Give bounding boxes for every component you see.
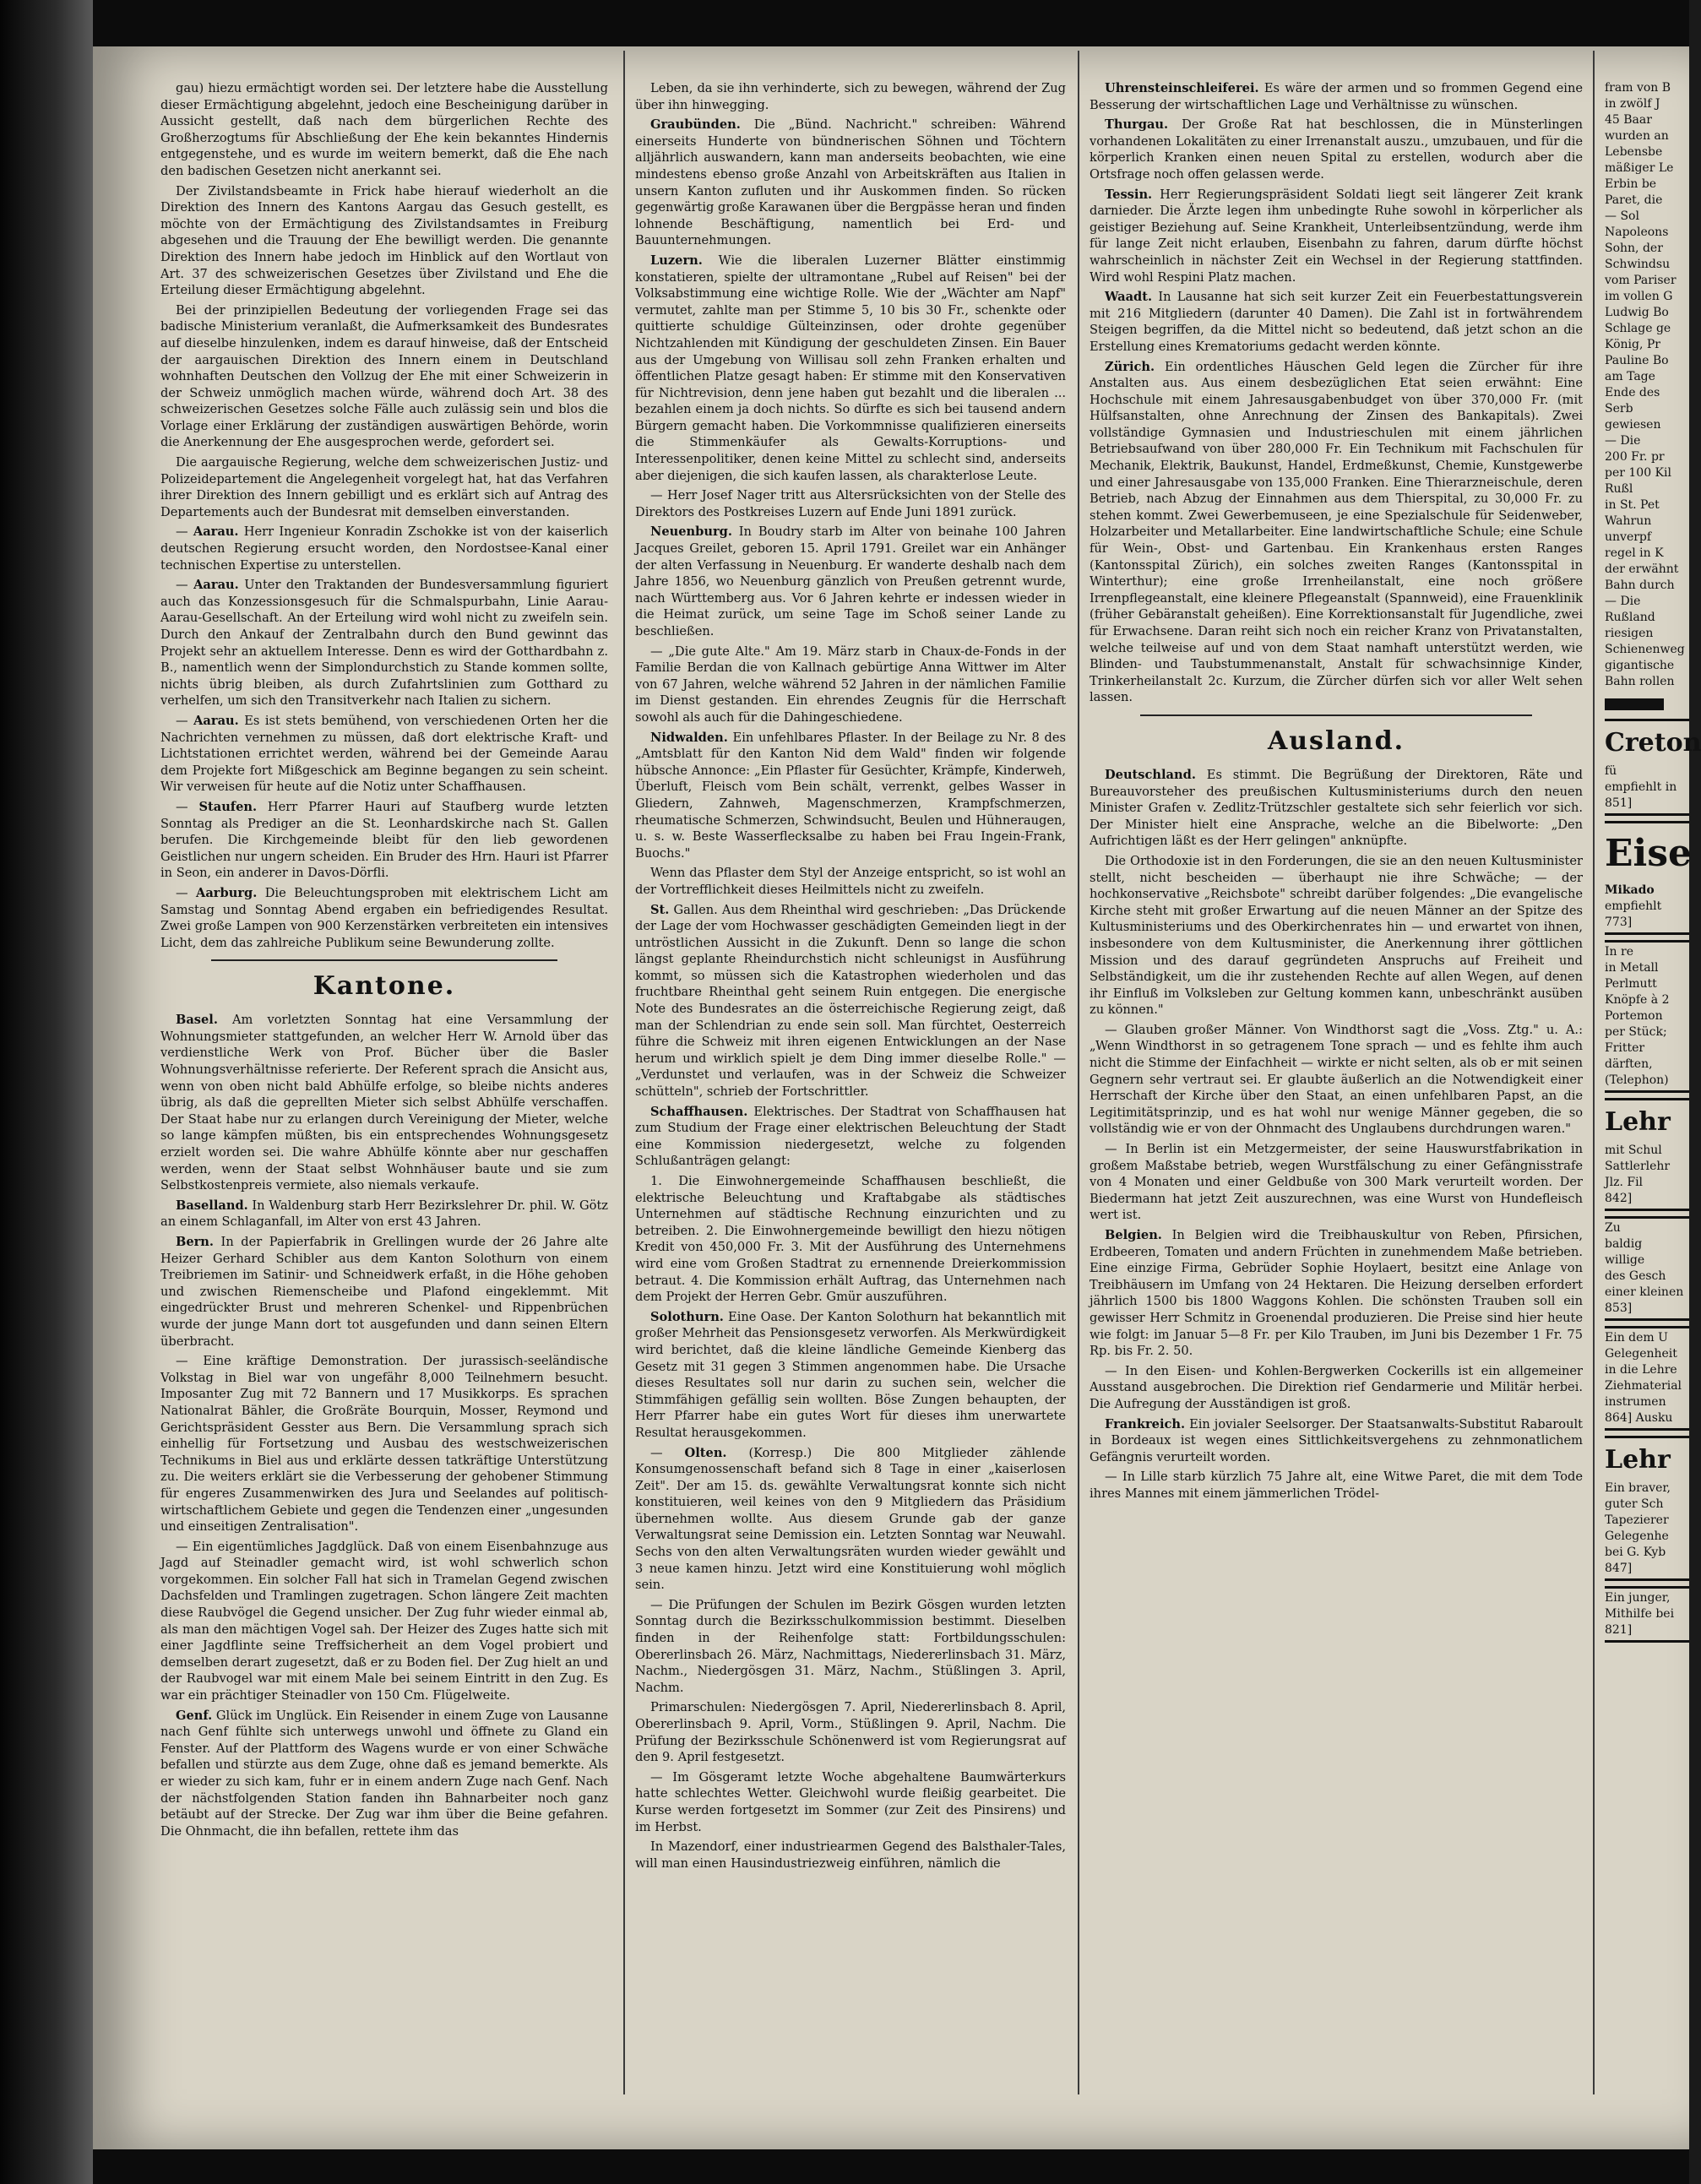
cut-off-line: mäßiger Le xyxy=(1605,161,1674,175)
ad-text: Ein dem U xyxy=(1605,1331,1668,1345)
article-paragraph: Baselland. In Waldenburg starb Herr Bezirkslehrer Dr. phil. W. Götz an einem Schlaganfall, im Alter von erst 43 Jahren. xyxy=(160,1198,608,1230)
ad-text: (Telephon) xyxy=(1605,1073,1669,1087)
ad-lehrling-2 xyxy=(1605,1436,1689,1581)
article-paragraph: Die aargauische Regierung, welche dem schweizerischen Justiz- und Polizeidepartement die Angelegenheit vorgelegt hat, hat das Verfahren ihrer Direktion des Innern gebilligt und es erklärt sich auf Antrag des Departements auch der Bundesrat mit demselben einverstanden. xyxy=(160,455,608,519)
column-2 xyxy=(635,80,1066,2141)
article-paragraph: — In Berlin ist ein Metzgermeister, der seine Hauswurstfabrikation in großem Maßstabe betrieb, wegen Wurstfälschung zu einer Gefängnisstrafe von 4 Monaten und einer Geldbuße von 300 Mark verurteilt worden. Der Biedermann hat jetzt Zeit auszurechnen, was eine Wurst von Hundefleisch wert ist. xyxy=(1090,1142,1583,1223)
ad-text: Knöpfe à 2 xyxy=(1605,993,1670,1007)
cut-off-article xyxy=(1605,80,1689,690)
cut-off-line: der erwähnt xyxy=(1605,562,1679,576)
cut-off-line: Schwindsu xyxy=(1605,258,1671,271)
cut-off-line: Schlage ge xyxy=(1605,322,1671,335)
ad-text: Zu xyxy=(1605,1221,1621,1235)
ad-lehre xyxy=(1605,1326,1689,1431)
decorative-bar xyxy=(1605,698,1664,710)
ad-text: In re xyxy=(1605,945,1633,959)
section-divider xyxy=(1140,714,1532,716)
article-paragraph: Deutschland. Es stimmt. Die Begrüßung der Direktoren, Räte und Bureauvorsteher des preußischen Kultusministeriums durch den neuen Minister Grafen v. Zedlitz-Trützschler gestaltete sich sehr feierlich vor sich. Der Minister hielt eine Ansprache, welche an die Bibelworte: „Den Aufrichtigen läßt es der Herr gelingen" anknüpfte. xyxy=(1090,767,1583,849)
cut-off-line: Sohn, der xyxy=(1605,242,1663,255)
article-paragraph: In Mazendorf, einer industriearmen Gegend des Balsthaler-Tales, will man einen Hausindustriezweig einführen, nämlich die xyxy=(635,1839,1066,1871)
cut-off-line: wurden an xyxy=(1605,129,1669,143)
article-paragraph: Zürich. Ein ordentliches Häuschen Geld legen die Zürcher für ihre Anstalten aus. Aus einem desbezüglichen Etat seien erwähnt: Eine Hochschule mit einem Jahresausgabenbudget von über 370,000 Fr. (mit Hülfsanstalten, ohne Anrechnung der Zinsen des Bankapitals). Zwei vollständige Gymnasien und Industrieschulen mit einem jährlichen Betriebsaufwand von über 280,000 Fr. Ein Technikum mit Fachschulen für Mechanik, Elektrik, Baukunst, Handel, Erdmeßkunst, Chemie, Kunstgewerbe und einer Jahresausgabe von 135,000 Franken. Eine Thierarzneischule, deren Betrieb, nach Abzug der Einnahmen aus dem Thierspital, zu 30,000 Fr. zu stehen kommt. Zwei Gewerbemuseen, je eine Spezialschule für Seidenweber, Holzarbeiter und Metallarbeiter. Eine landwirtschaftliche Schule; eine Schule für Wein-, Obst- und Gartenbau. Ein Krankenhaus ersten Ranges (Kantonsspital Zürich), ein solches zweiten Ranges (Kantonsspital in Winterthur); eine große Irrenheilanstalt, eine noch größere Irrenpflegeanstalt, eine kleinere Pflegeanstalt (Spannweid), eine Frauenklinik (früher Gebäranstalt geheißen). Eine Korrektionsanstalt für Jugendliche, zwei für Erwachsene. Daran reiht sich noch ein reicher Kranz von Privatanstalten, welche teilweise auf und von dem Staat namhaft unterstützt werden, wie Blinden- und Taubstummenanstalt, Anstalt für schwachsinnige Kinder, Trinkerheilanstalt 2c. Kurzum, die Zürcher dürfen sich vor aller Welt sehen lassen. xyxy=(1090,359,1583,705)
article-paragraph: Bei der prinzipiellen Bedeutung der vorliegenden Frage sei das badische Ministerium veranlaßt, die Aufmerksamkeit des Bundesrates auf dieselbe hinzulenken, indem es darauf hinweise, daß der Entscheid der aargauischen Direktion des Innern einem in Deutschland wohnhaften Deutschen den Vollzug der Ehe mit einer Schweizerin in der Schweiz unmöglich machen würde, während doch Art. 38 des schweizerischen Gesetzes solche Fälle auch zulässig sein und blos die Vorlage einer Erklärung der zuständigen auswärtigen Behörde, worin die Anerkennung der Ehe ausgesprochen werde, gefordert sei. xyxy=(160,302,608,450)
ad-text: in die Lehre xyxy=(1605,1363,1677,1377)
article-paragraph: Nidwalden. Ein unfehlbares Pflaster. In der Beilage zu Nr. 8 des „Amtsblatt für den Kanton Nid dem Wald" finden wir folgende hübsche Annonce: „Ein Pflaster für Gesüchter, Krämpfe, Kinderweh, Überluft, Fleisch vom Bein schält, verrenkt, gelbes Wasser in Gliedern, Zahnweh, Magenschmerzen, Krampfschmerzen, rheumatische Schmerzen, Schwindsucht, Beulen und Hühneraugen, u. s. w. Beste Wasserflecksalbe zu haben bei Frau Ingein-Frank, Buochs." xyxy=(635,730,1066,861)
ad-baldig xyxy=(1605,1216,1689,1321)
cut-off-line: — Die xyxy=(1605,434,1641,448)
article-paragraph: Graubünden. Die „Bünd. Nachricht." schreiben: Während einerseits Hunderte von bündnerischen Söhnen und Töchtern alljährlich auswandern, kann man anderseits beobachten, wie eine mindestens ebenso große Anzahl von Arbeitskräften aus Italien in unsern Kanton zufluten und ihr Auskommen finden. So rücken gegenwärtig große Karawanen über die Bergpässe heran und finden lohnende Beschäftigung, namentlich bei Erd- und Bauunternehmungen. xyxy=(635,117,1067,248)
column-1 xyxy=(160,80,608,2141)
section-divider xyxy=(211,959,557,961)
ad-text: Ziehmaterial xyxy=(1605,1379,1682,1393)
article-paragraph: Primarschulen: Niedergösgen 7. April, Niedererlinsbach 8. April, Obererlinsbach 9. April, Vorm., Stüßlingen 9. April, Nachm. Die Prüfung der Bezirksschule Schönenwerd ist vom Regierungsrat auf den 9. April festgesetzt. xyxy=(635,1700,1066,1765)
ad-text: willige xyxy=(1605,1253,1645,1267)
article-paragraph: Basel. Am vorletzten Sonntag hat eine Versammlung der Wohnungsmieter stattgefunden, an welcher Herr W. Arnold über das verdienstliche Werk von Prof. Bücher über die Basler Wohnungsverhältnisse referierte. Der Referent sprach die Ansicht aus, wenn von oben nicht bald Abhülfe erfolge, so bleibe nichts anderes übrig, als daß die geprellten Mieter sich selbst Abhülfe verschaffen. Der Staat habe nur zu erlangen durch Vereinigung der Mieter, welche so lange kämpfen müßten, bis ein entsprechendes Wohnungsgesetz erzielt worden sei. Die wahre Abhülfe könnte aber nur geschaffen werden, wenn der Staat selbst Wohnhäuser baute und sie zum Selbstkostenpreis vermiete, also niemals verkaufe. xyxy=(160,1013,608,1193)
ad-text: Fritter xyxy=(1605,1041,1645,1055)
cut-off-line: Schienenweg xyxy=(1605,643,1685,656)
article-paragraph: — Glauben großer Männer. Von Windthorst sagt die „Voss. Ztg." u. A.: „Wenn Windthorst in so getragenem Tone sprach — und es fehlte ihm auch nicht die Stimme der Einfachheit — wirkte er nicht selten, als ob er mit seinen Gegnern sehr vertraut sei. Er glaubte äußerlich an die Notwendigkeit einer Herrschaft der Kirche über den Staat, an einen unfehlbaren Papst, an die Legitimitätsprinzip, und es hat wohl nur wenige Männer gegeben, die so vollständig wie er von der Ohnmacht des Unglaubens durchdrungen waren." xyxy=(1090,1022,1583,1137)
ad-number: 773] xyxy=(1605,915,1633,929)
book-spine xyxy=(0,0,93,2184)
article-paragraph: — Aarau. Unter den Traktanden der Bundesversammlung figuriert auch das Konzessionsgesuch für die Schmalspurbahn, Linie Aarau-Aarau-Gesellschaft. An der Erteilung wird wohl nicht zu zweifeln sein. Durch den Ankauf der Zentralbahn durch den Bund gewinnt das Projekt sehr an aktuellem Interesse. Denn es wird der Gotthardbahn z. B., namentlich wenn der Simplondurchstich zu Stande kommen sollte, nichts übrig bleiben, als durch Zufahrtslinien zum Gotthard zu verhelfen, um sich den Transitverkehr nach Italien zu sichern. xyxy=(160,578,608,709)
ad-text: 821] xyxy=(1605,1623,1633,1637)
ad-text: därften, xyxy=(1605,1057,1653,1071)
ad-eisen xyxy=(1605,821,1693,935)
article-paragraph: Solothurn. Eine Oase. Der Kanton Solothurn hat bekanntlich mit großer Mehrheit das Pensionsgesetz verworfen. Als Merkwürdigkeit wird berichtet, daß die kleine ländliche Gemeinde Kienberg das Gesetz mit 31 gegen 3 Stimmen angenommen habe. Die Ursache dieses Resultates soll nur darin zu suchen sein, welcher die Stimmfähigen gefällig sein wollten. Böse Zungen behaupten, der Herr Pfarrer habe ein gutes Wort für dieses ihm unerwartete Resultat herausgekommen. xyxy=(635,1309,1066,1440)
article-paragraph: Die Orthodoxie ist in den Forderungen, die sie an den neuen Kultusminister stellt, nicht bescheiden — überhaupt nie ihre Schwäche; — der hochkonservative „Reichsbote" schreibt darüber folgendes: „Die evangelische Kirche steht mit großer Erwartung auf die neuen Männer an der Spitze des Kultusministeriums und des Oberkirchenrates hin — und erwartet von ihnen, insbesondere von dem Kultusminister, die Anerkennung ihrer göttlichen Mission und des darauf gegründeten Anspruchs auf Freiheit und Selbständigkeit, um die ihr zustehenden Rechte auf allen Wegen, auf denen ihr Einfluß im Volksleben zur Geltung kommen kann, unbeschränkt ausüben zu können." xyxy=(1090,853,1583,1018)
ad-title: Lehr xyxy=(1605,1445,1671,1475)
ad-title: Lehr xyxy=(1605,1107,1671,1137)
article-paragraph: Der Zivilstandsbeamte in Frick habe hierauf wiederholt an die Direktion des Innern des Kantons Aargau das Gesuch gestellt, es möchte von der Ermächtigung des Zivilstandsamtes in Freiburg abgesehen und die Trauung der Ehe bewilligt werden. Die genannte Direktion des Innern habe jedoch im Hinblick auf den Wortlaut von Art. 37 des schweizerischen Gesetzes über Zivilstand und Ehe die Erteilung dieser Ermächtigung abgelehnt. xyxy=(160,183,608,298)
cut-off-line: Lebensbe xyxy=(1605,145,1663,159)
article-paragraph: Wenn das Pflaster dem Styl der Anzeige entspricht, so ist wohl an der Vortrefflichkeit dieses Heilmittels nicht zu zweifeln. xyxy=(635,866,1066,897)
cut-off-line: Serb xyxy=(1605,402,1633,416)
article-paragraph: — Eine kräftige Demonstration. Der jurassisch-seeländische Volkstag in Biel war von ungefähr 8,000 Teilnehmern besucht. Imposanter Zug mit 72 Bannern und 17 Musikkorps. Es sprachen Nationalrat Bähler, die Großräte Bourquin, Mosser, Reymond und Gerichtspräsident Gesster aus Bern. Die Versammlung sprach sich einhellig für Fortsetzung und Ausbau des westschweizerischen Technikums in Biel aus und erklärte dessen tatkräftige Unterstützung zu. Die weiters erklärt sie die Verbesserung der gehobener Stimmung für engeres Zusammenwirken des Jura und Seelandes auf politisch-wirtschaftlichem Gebiete und gegen die Tendenzen einer „ungesunden und einseitigen Zentralisation". xyxy=(160,1354,608,1535)
ad-text: 853] xyxy=(1605,1301,1633,1315)
ad-knoepfe xyxy=(1605,940,1689,1093)
ad-text: Gelegenhe xyxy=(1605,1529,1669,1543)
cut-off-line: Wahrun xyxy=(1605,514,1652,528)
cut-off-line: Paret, die xyxy=(1605,193,1663,207)
cut-off-line: vom Pariser xyxy=(1605,274,1677,287)
column-3 xyxy=(1090,80,1583,2141)
cut-off-line: 45 Baar xyxy=(1605,113,1652,127)
article-paragraph: — Staufen. Herr Pfarrer Hauri auf Staufberg wurde letzten Sonntag als Prediger an die St. Leonhardskirche nach St. Gallen berufen. Die Kirchgemeinde bleibt für den lieb gewordenen Geistlichen nur ungern scheiden. Ein Bruder des Hrn. Hauri ist Pfarrer in Seon, ein anderer in Davos-Dörfli. xyxy=(160,799,609,881)
cut-off-line: Rußland xyxy=(1605,611,1655,624)
column-rule xyxy=(1593,51,1595,2094)
ad-title: Eise xyxy=(1605,832,1693,875)
article-paragraph: — Herr Josef Nager tritt aus Altersrücksichten von der Stelle des Direktors des Postkreises Luzern auf Ende Juni 1891 zurück. xyxy=(635,488,1066,519)
ad-title: Creton xyxy=(1605,728,1701,758)
ad-lehrling-1 xyxy=(1605,1098,1689,1211)
ad-text: 864] Ausku xyxy=(1605,1411,1673,1425)
article-paragraph: — Im Gösgeramt letzte Woche abgehaltene Baumwärterkurs hatte schlechtes Wetter. Gleichwohl wurde fleißig gearbeitet. Die Kurse werden fortgesetzt im Sommer (zur Zeit des Pinsirens) und im Herbst. xyxy=(635,1769,1066,1834)
ad-text: mit Schul xyxy=(1605,1144,1662,1157)
ad-text: Portemon xyxy=(1605,1009,1663,1023)
cut-off-line: unverpf xyxy=(1605,530,1652,544)
cut-off-line: Bahn durch xyxy=(1605,579,1675,592)
article-paragraph: — „Die gute Alte." Am 19. März starb in Chaux-de-Fonds in der Familie Berdan die von Kallnach gebürtige Anna Wittwer im Alter von 67 Jahren, welche während 52 Jahren in der nämlichen Familie im Dienst gestanden. Ein ehrendes Zeugnis für die Herrschaft sowohl als auch für die Dahingeschiedene. xyxy=(635,644,1066,725)
article-paragraph: Bern. In der Papierfabrik in Grellingen wurde der 26 Jahre alte Heizer Gerhard Schibler aus dem Kanton Solothurn von einem Treibriemen im Satinir- und Schneidwerk erfaßt, in die Höhe gehoben und zwischen Riemenscheibe und Plafond eingeklemmt. Mit eingedrückter Brust und mehreren Schenkel- und Rippenbrüchen wurde der junge Mann dort tot ausgefunden und dann seinen Eltern überbracht. xyxy=(160,1235,608,1349)
cut-off-line: gewiesen xyxy=(1605,418,1661,432)
cut-off-line: in St. Pet xyxy=(1605,498,1660,512)
ad-subtitle: fü xyxy=(1605,764,1617,778)
cut-off-line: 200 Fr. pr xyxy=(1605,450,1665,464)
article-paragraph: Schaffhausen. Elektrisches. Der Stadtrat von Schaffhausen hat zum Studium der Frage einer elektrischen Beleuchtung der Stadt eine Kommission niedergesetzt, welche zu folgenden Schlußanträgen gelangt: xyxy=(635,1104,1066,1169)
cut-off-line: — Die xyxy=(1605,595,1641,608)
article-paragraph: Waadt. In Lausanne hat sich seit kurzer Zeit ein Feuerbestattungsverein mit 216 Mitgliedern (darunter 40 Damen). Die Zahl ist in fortwährendem Steigen begriffen, da die Mittel nicht so bedeutend, daß jetzt schon an die Erstellung eines Krematoriums gedacht werden könnte. xyxy=(1090,290,1583,354)
ad-text: Mithilfe bei xyxy=(1605,1607,1675,1621)
cut-off-line: gigantische xyxy=(1605,659,1675,672)
ad-text: Ein junger, xyxy=(1605,1591,1671,1605)
ad-text: Sattlerlehr xyxy=(1605,1160,1671,1173)
cut-off-line: Ludwig Bo xyxy=(1605,306,1669,319)
section-title-ausland: Ausland. xyxy=(1267,725,1405,756)
column-rule xyxy=(1078,51,1079,2094)
ad-number: 851] xyxy=(1605,796,1633,810)
ad-text: Ein braver, xyxy=(1605,1481,1671,1495)
cut-off-line: regel in K xyxy=(1605,546,1664,560)
ad-text: einer kleinen xyxy=(1605,1285,1684,1299)
article-paragraph: — Die Prüfungen der Schulen im Bezirk Gösgen wurden letzten Sonntag durch die Bezirksschulkommission bestimmt. Dieselben finden in der Reihenfolge statt: Fortbildungsschulen: Obererlinsbach 26. März, Nachmittags, Niedererlinsbach 31. März, Nachm., Niedergösgen 31. März, Nachm., Stüßlingen 3. April, Nachm. xyxy=(635,1597,1066,1695)
cut-off-line: am Tage xyxy=(1605,370,1655,383)
ad-text: per Stück; xyxy=(1605,1025,1667,1039)
article-paragraph: Thurgau. Der Große Rat hat beschlossen, die in Münsterlingen vorhandenen Lokalitäten zu einer Irrenanstalt auszu., umzubauen, und für die körperlich Kranken einen neuen Spital zu erstellen, wodurch aber die Ortsfrage noch offen gelassen werde. xyxy=(1090,117,1583,182)
ad-text: 847] xyxy=(1605,1562,1633,1575)
ad-text: empfiehlt in xyxy=(1605,780,1677,794)
article-paragraph: — Aarau. Es ist stets bemühend, von verschiedenen Orten her die Nachrichten vernehmen zu müssen, daß dort elektrische Kraft- und Lichtstationen errichtet werden, während bei der Gemeinde Aarau dem Projekte fort Mißgeschick am Beginne begangen zu sein scheint. Wir verweisen für heute auf die Notiz unter Schaffhausen. xyxy=(160,713,608,795)
cut-off-line: im vollen G xyxy=(1605,290,1673,303)
ad-text: empfiehlt xyxy=(1605,899,1662,913)
cut-off-line: in zwölf J xyxy=(1605,97,1660,111)
cut-off-line: König, Pr xyxy=(1605,338,1660,351)
ad-text: Gelegenheit xyxy=(1605,1347,1677,1361)
ad-junger xyxy=(1605,1586,1689,1643)
ad-text: des Gesch xyxy=(1605,1269,1666,1283)
cut-off-line: Pauline Bo xyxy=(1605,354,1669,367)
column-rule xyxy=(623,51,625,2094)
article-paragraph: — Ein eigentümliches Jagdglück. Daß von einem Eisenbahnzuge aus Jagd auf Steinadler gemacht wird, ist wohl schwerlich schon vorgekommen. Ein solcher Fall hat sich in Tramelan Gegend zwischen Dachsfelden und Tramlingen zugetragen. Schon längere Zeit machten diese Raubvögel die Gegend unsicher. Der Zug fuhr wieder einmal ab, als man den mächtigen Vogel sah. Der Heizer des Zuges hatte sich mit einer Jagdflinte seine Treffsicherheit an dem Vogel probiert und demselben derart zugesetzt, daß er zu Boden fiel. Der Zug hielt an und der Raubvogel war mit einem Male bei seinem Eintritt in den Zug. Es war ein prächtiger Steinadler von 150 Cm. Flügelweite. xyxy=(160,1539,608,1703)
article-paragraph: Leben, da sie ihn verhinderte, sich zu bewegen, während der Zug über ihn hinwegging. xyxy=(635,81,1066,112)
ad-text: Perlmutt xyxy=(1605,977,1657,991)
article-paragraph: Luzern. Wie die liberalen Luzerner Blätter einstimmig konstatieren, spielte der ultramontane „Rubel auf Reisen" bei der Volksabstimmung eine wichtige Rolle. Wie der „Wächter am Napf" vermutet, zahlte man per Stimme 5, 10 bis 30 Fr., schenkte oder quittierte schuldige Gülteinzinsen, oder drohte gegenüber Nichtzahlenden mit Kündigung der geschuldeten Zinsen. Ein Bauer aus der Umgebung von Willisau soll zehn Franken erhalten und öffentlichen Platze gesagt haben: Er stimme mit den Konservativen für Nichtrevision, denn jene haben gut bezahlt und die liberalen ... bezahlen einem ja doch nichts. So dürfte es sich bei tausend andern Bürgern gemacht haben. Die Vorkommnisse qualifizieren einerseits die Stimmenkäufer als Gewalts-Korruptions- und Interessenpolitiker, denen keine Mittel zu schlecht sind, anderseits aber diejenigen, die sich kaufen lassen, als charakterlose Leute. xyxy=(635,253,1066,483)
article-paragraph: 1. Die Einwohnergemeinde Schaffhausen beschließt, die elektrische Beleuchtung und Kraftabgabe als städtisches Unternehmen auf städtische Rechnung einzurichten und zu betreiben. 2. Die Einwohnergemeinde bewilligt den hiezu nötigen Kredit von 450,000 Fr. 3. Mit der Ausführung des Unternehmens wird eine vom Großen Stadtrat zu ernennende Dreierkommission betraut. 4. Die Kommission erhält Auftrag, das Unternehmen nach dem Projekt der Herren Gebr. Gmür auszuführen. xyxy=(635,1174,1066,1305)
article-paragraph: Belgien. In Belgien wird die Treibhauskultur von Reben, Pfirsichen, Erdbeeren, Tomaten und andern Früchten in zunehmendem Maße betrieben. Eine einzige Firma, Gebrüder Sophie Hoylaert, besitzt eine Anlage von Treibhäusern im Umfang von 24 Hektaren. Die Heizung derselben erfordert jährlich 1500 bis 1800 Waggons Kohlen. Die schönsten Trauben soll ein gewisser Herr Schmitz in Groenendal produzieren. Die Preise sind hier heute wie folgt: im Januar 5—8 Fr. per Kilo Trauben, im Juni bis Dezember 1 Fr. 75 Rp. bis Fr. 2. 50. xyxy=(1090,1228,1583,1359)
ad-text: Tapezierer xyxy=(1605,1513,1669,1527)
article-paragraph: gau) hiezu ermächtigt worden sei. Der letztere habe die Ausstellung dieser Ermächtigung abgelehnt, jedoch eine Bescheinigung darüber in Aussicht gestellt, daß nach dem bürgerlichen Rechte des Großherzogtums für Abschließung der Ehe kein bekanntes Hindernis entgegenstehe, und es wurde im weitern bemerkt, daß die Ehe nach den badischen Gesetzen nicht anerkannt sei. xyxy=(160,81,608,178)
section-title-kantone: Kantone. xyxy=(312,971,456,1002)
cut-off-line: Erbin be xyxy=(1605,177,1657,191)
cut-off-line: Rußl xyxy=(1605,482,1633,496)
article-paragraph: — Aarburg. Die Beleuchtungsproben mit elektrischem Licht am Samstag und Sonntag Abend ergaben ein befriedigendes Resultat. Zwei große Lampen von 900 Kerzenstärken verbreiteten ein intensives Licht, dem das zahlreiche Publikum seine Bewunderung zollte. xyxy=(160,885,609,950)
cut-off-line: riesigen xyxy=(1605,627,1654,640)
ad-number: 842] xyxy=(1605,1192,1633,1205)
article-paragraph: — Aarau. Herr Ingenieur Konradin Zschokke ist von der kaiserlich deutschen Regierung ersucht worden, den Nordostsee-Kanal einer technischen Expertise zu unterstellen. xyxy=(160,524,608,573)
ad-text: bei G. Kyb xyxy=(1605,1546,1666,1559)
ad-text: Jlz. Fil xyxy=(1605,1176,1644,1189)
article-paragraph: St. Gallen. Aus dem Rheinthal wird geschrieben: „Das Drückende der Lage der vom Hochwasser geschädigten Gemeinden liegt in der untröstlichen Aussicht in die Zukunft. Denn so lange die schon längst geplante Rheindurchstich nicht schleunigst in Ausführung kommt, so müssen sich die Katastrophen wiederholen und das fruchtbare Rheinthal geht seinem Ruin entgegen. Die energische Note des Bundesrates an die österreichische Regierung zeigt, daß man der Schlendrian zu ende sein soll. Man fürchtet, Oesterreich führe die Schweiz mit ihren eigenen Entwicklungen an der Nase herum und wirklich spielt je dem Ding immer dieselbe Rolle." — „Verdunstet und verlaufen, was in der Schweiz die Schweizer schütteln", schrieb der Fortschrittler. xyxy=(635,902,1066,1100)
article-paragraph: — In Lille starb kürzlich 75 Jahre alt, eine Witwe Paret, die mit dem Tode ihres Mannes mit einem jämmerlichen Trödel- xyxy=(1090,1470,1583,1501)
cut-off-line: Napoleons xyxy=(1605,225,1669,239)
ad-text: baldig xyxy=(1605,1237,1643,1251)
cut-off-line: Ende des xyxy=(1605,386,1660,399)
cut-off-line: per 100 Kil xyxy=(1605,466,1671,480)
cut-off-line: fram von B xyxy=(1605,81,1671,95)
article-paragraph: Frankreich. Ein jovialer Seelsorger. Der Staatsanwalts-Substitut Rabaroult in Bordeaux ist wegen eines Sittlichkeitsvergehens zu zehnmonatlichem Gefängnis verurteilt worden. xyxy=(1090,1416,1583,1464)
article-paragraph: Genf. Glück im Unglück. Ein Reisender in einem Zuge von Lausanne nach Genf fühlte sich unterwegs unwohl und öffnete zu Gland ein Fenster. Auf der Plattform des Wagens wurde er von einer Schwäche befallen und stürzte aus dem Zuge, ohne daß es jemand bemerkte. Als er wieder zu sich kam, fuhr er in einem andern Zuge nach Genf. Nach der nächstfolgenden Station fanden ihn Bahnarbeiter noch ganz betäubt auf der Strecke. Der Zug war ihm über die Beine gefahren. Die Ohnmacht, die ihn befallen, rettete ihm das xyxy=(160,1708,608,1839)
ad-text: instrumen xyxy=(1605,1395,1666,1409)
article-paragraph: — Olten. (Korresp.) Die 800 Mitglieder zählende Konsumgenossenschaft befand sich 8 Tage in einer „kaiserlosen Zeit". Der am 15. ds. gewählte Verwaltungsrat konnte sich nicht konstituieren, weil keines von den 9 Mitgliedern das Präsidium übernehmen wollte. Aus diesem Grunde gab der ganze Verwaltungsrat seine Demission ein. Letzten Sonntag war Neuwahl. Sechs von den alten Verwaltungsräten wurden wieder gewählt und 3 neue kamen hinzu. Jetzt wird eine Konstituierung wohl möglich sein. xyxy=(635,1445,1066,1593)
article-paragraph: Tessin. Herr Regierungspräsident Soldati liegt seit längerer Zeit krank darnieder. Die Ärzte legen ihm unbedingte Ruhe sowohl in körperlicher als geistiger Beziehung auf. Seine Krankheit, Unterleibsentzündung, werde ihm für lange Zeit nicht erlauben, Eisenbahn zu fahren, darum dürfte höchst wahrscheinlich in nächster Zeit ein Wechsel in der Regierung stattfinden. Wird wohl Respini Platz machen. xyxy=(1090,187,1583,285)
cut-off-line: — Sol xyxy=(1605,209,1639,223)
ad-subtitle: Mikado xyxy=(1605,883,1655,897)
ad-creton xyxy=(1605,719,1701,816)
ad-text: in Metall xyxy=(1605,961,1659,975)
article-paragraph: — In den Eisen- und Kohlen-Bergwerken Cockerills ist ein allgemeiner Ausstand ausgebrochen. Die Direktion rief Gendarmerie und Militär herbei. Die Aufregung der Ausständigen ist groß. xyxy=(1090,1363,1583,1411)
article-paragraph: Uhrensteinschleiferei. Es wäre der armen und so frommen Gegend eine Besserung der wirtschaftlichen Lage und Verhältnisse zu wünschen. xyxy=(1090,81,1583,112)
ad-text: guter Sch xyxy=(1605,1497,1664,1511)
right-edge-column xyxy=(1605,80,1701,2149)
cut-off-line: Bahn rollen xyxy=(1605,675,1675,688)
article-paragraph: Neuenburg. In Boudry starb im Alter von beinahe 100 Jahren Jacques Greilet, geboren 15. April 1791. Greilet war ein Anhänger der alten Verfassung in Neuenburg. Er wanderte deshalb nach dem Jahre 1856, wo Neuenburg gänzlich von Preußen getrennt wurde, nach Württemberg aus. Vor 6 Jahren kehrte er indessen wieder in die Heimat zurück, um seine Tage im Schoß seiner Lande zu beschließen. xyxy=(635,524,1066,638)
